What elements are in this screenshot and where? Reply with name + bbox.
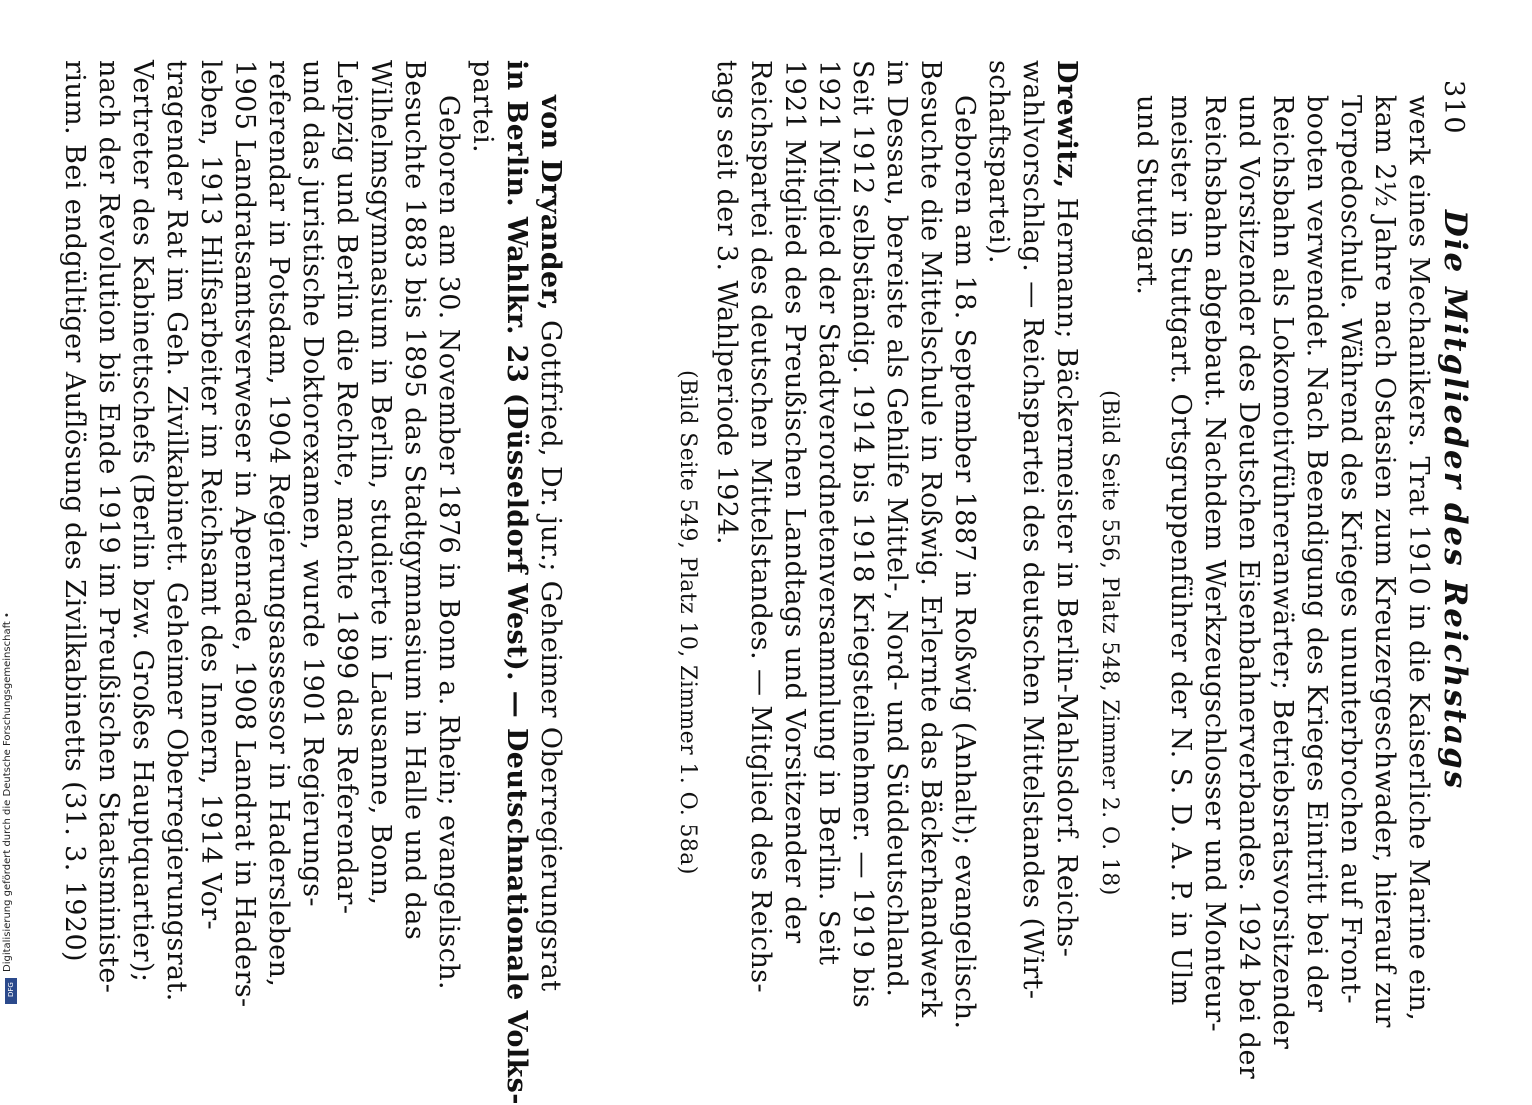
text-line: in Dessau, bereiste als Gehilfe Mittel-, Nord- und Süddeutschland. [881,60,912,998]
text-line: Reichsbahn als Lokomotivführeranwärter; Betriebsratsvorsitzender [1267,95,1298,1050]
text-line: Geboren am 30. November 1876 in Bonn a. Rhein; evangelisch. [433,95,464,991]
credit-text: Digitalisierung gefördert durch die Deutsche Forschungsgemeinschaft • [2,612,13,972]
text-line: und das juristische Doktorexamen, wurde 1901 Regierungs- [297,60,328,907]
text-line: Besuchte 1883 bis 1895 das Stadtgymnasium in Halle und das [399,60,430,941]
text-line: Besuchte die Mittelschule in Roßwig. Erlernte das Bäckerhandwerk [915,60,946,1018]
text-line: Geboren am 18. September 1887 in Roßwig (Anhalt); evangelisch. [949,95,980,1030]
photo-reference: (Bild Seite 556, Platz 548, Zimmer 2. O. 18) [1097,390,1122,896]
running-title: Die Mitglieder des Reichstags [1437,209,1473,791]
text-line: booten verwendet. Nach Beendigung des Krieges Eintritt bei der [1301,95,1332,1013]
text-line: kam 2½ Jahre nach Ostasien zum Kreuzergeschwader, hierauf zur [1369,95,1400,1028]
text-line: schaftspartei). [983,60,1014,265]
text-line: referendar in Potsdam, 1904 Regierungsassessor in Hadersleben, [263,60,294,988]
dfg-logo-icon: DFG [5,978,17,1004]
text-line: Reichspartei des deutschen Mittelstandes. — Mitglied des Reichs- [745,60,776,994]
text-line: Seit 1912 selbständig. 1914 bis 1918 Kriegsteilnehmer. — 1919 bis [847,60,878,1009]
text-line: Wilhelmsgymnasium in Berlin, studierte in Lausanne, Bonn, [365,60,396,906]
text-line: 1921 Mitglied der Stadtverordnetenversammlung in Berlin. Seit [813,60,844,966]
entry-name: Drewitz, [1051,60,1082,189]
text-line: und Vorsitzender des Deutschen Eisenbahnerverbandes. 1924 bei der [1233,95,1264,1080]
text-line: 1921 Mitglied des Preußischen Landtags und Vorsitzender der [779,60,810,944]
text-line: nach der Revolution bis Ende 1919 im Preußischen Staatsministe- [93,60,124,994]
page-number: 310 [1438,80,1469,135]
text-line: werk eines Mechanikers. Trat 1910 in die Kaiserliche Marine ein, [1403,95,1434,1022]
text-line: tragender Rat im Geh. Zivilkabinett. Geheimer Oberregierungsrat. [161,60,192,1002]
text-line: 1905 Landratsamtsverweser in Apenrade, 1908 Landrat in Haders- [229,60,260,1008]
text-line: Torpedoschule. Während des Krieges ununterbrochen auf Front- [1335,95,1366,1005]
text-line: Leipzig und Berlin die Rechte, machte 1899 das Referendar- [331,60,362,915]
text-line: Reichsbahn abgebaut. Nachdem Werkzeugschlosser und Monteur- [1199,95,1230,1033]
text-line: rium. Bei endgültiger Auflösung des Zivilkabinetts (31. 3. 1920) [59,60,90,962]
page-header [1427,40,1477,960]
entry-heading-text: Hermann; Bäckermeister in Berlin-Mahlsdorf. Reichs- [1051,188,1082,958]
entry-name: von Dryander, [535,95,566,312]
text-line: und Stuttgart. [1131,95,1162,296]
text-line: partei. [467,60,498,154]
entry-heading [537,95,564,991]
text-line: Vertreter des Kabinettschefs (Berlin bzw. Großes Hauptquartier); [127,60,158,983]
entry-heading-text: Gottfried, Dr. jur.; Geheimer Oberregierungsrat [535,311,566,992]
text-line: meister in Stuttgart. Ortsgruppenführer der N. S. D. A. P. in Ulm [1165,95,1196,1006]
text-line: leben, 1913 Hilfsarbeiter im Reichsamt des Innern, 1914 Vor- [195,60,226,931]
text-line: in Berlin. Wahlkr. 23 (Düsseldorf West). — Deutschnationale Volks- [501,60,532,1105]
text-line: tags seit der 3. Wahlperiode 1924. [711,60,742,545]
digitization-credit [2,12,22,997]
entry-heading [1053,60,1080,957]
text-line: wahlvorschlag. — Reichspartei des deutschen Mittelstandes (Wirt- [1017,60,1048,1000]
photo-reference: (Bild Seite 549, Platz 10, Zimmer 1. O. 58a) [675,370,700,875]
